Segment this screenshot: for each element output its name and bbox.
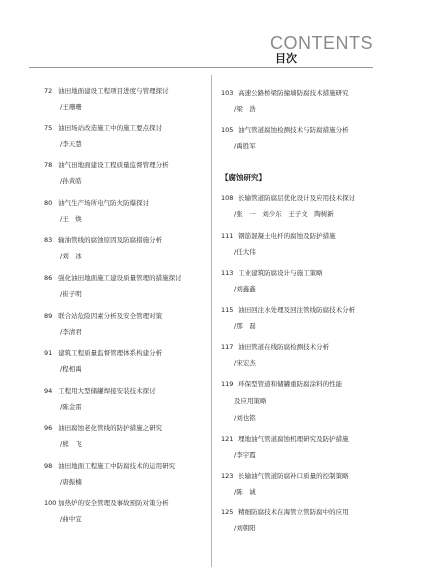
article-title: 油田腐蚀老化管线的防护措施之研究 (58, 424, 163, 432)
page-number: 96 (44, 424, 53, 432)
article-title: 油田地面工程施工中防腐技术的运用研究 (58, 462, 176, 470)
page-number: 89 (44, 312, 53, 320)
page-number: 108 (221, 194, 234, 202)
toc-entry[interactable] (44, 122, 208, 148)
article-authors: /那 磊 (234, 322, 256, 330)
mulu-heading: 目次 (275, 52, 297, 65)
article-authors: /李清君 (60, 328, 82, 336)
article-title: 高速公路桥梁防撞墙防腐技术措施研究 (238, 89, 349, 97)
page-number: 125 (221, 508, 234, 516)
article-authors: /曲中宜 (60, 515, 82, 523)
article-title: 油田场站改造施工中的施工要点探讨 (58, 124, 163, 132)
article-authors: /唐振楠 (60, 478, 82, 486)
article-authors: /刘也铭 (234, 414, 256, 422)
article-title: 油气田地面建设工程质量监督管理分析 (58, 161, 169, 169)
article-authors: /宋宏杰 (234, 359, 256, 367)
article-title: 精细防腐技术在海管立管防腐中的应用 (238, 508, 349, 516)
article-title: 油气管道腐蚀检测技术与防腐措施分析 (238, 126, 349, 134)
toc-entry[interactable] (221, 87, 406, 113)
article-authors: /王 焕 (60, 215, 82, 223)
article-authors: /李天慧 (60, 140, 82, 148)
toc-entry[interactable] (44, 385, 208, 411)
column-divider (211, 75, 212, 567)
page-number: 123 (221, 472, 234, 480)
article-authors: /刘朝阳 (234, 524, 256, 532)
page-number: 98 (44, 462, 53, 470)
toc-entry[interactable] (221, 506, 406, 532)
page-number: 121 (221, 435, 234, 443)
article-title: 钢筋混凝土电杆的腐蚀及防护措施 (238, 232, 336, 240)
article-authors: /王珊珊 (60, 103, 82, 111)
article-title: 埋地油气管道腐蚀机理研究及防护措施 (238, 435, 349, 443)
toc-entry[interactable] (221, 124, 406, 150)
page-number: 80 (44, 199, 53, 207)
article-title: 建筑工程质量监督管理体系构建分析 (58, 349, 163, 357)
article-title-continuation: 及应用策略 (234, 397, 267, 405)
toc-entry[interactable] (221, 267, 406, 293)
page-number: 113 (221, 269, 234, 277)
article-title: 输油管线的腐蚀原因及防腐措施分析 (58, 236, 163, 244)
article-title: 长输管道防腐层优化设计及应用技术探讨 (238, 194, 356, 202)
page-number: 115 (221, 306, 234, 314)
page-number: 100 (44, 499, 57, 507)
article-authors: /禹胜军 (234, 142, 256, 150)
contents-heading: CONTENTS (270, 33, 373, 53)
article-authors: /刘鑫鑫 (234, 285, 256, 293)
toc-entry[interactable] (44, 85, 208, 111)
article-authors: /刘 冰 (60, 252, 82, 260)
toc-entry[interactable] (221, 341, 406, 367)
article-title: 长输油气管道防腐补口质量的控制策略 (238, 472, 349, 480)
toc-entry[interactable] (44, 347, 208, 373)
toc-entry[interactable] (44, 422, 208, 448)
article-authors: /程相禹 (60, 365, 82, 373)
article-authors: /陈金雷 (60, 403, 82, 411)
article-title: 油气生产场所电气防火防爆探讨 (58, 199, 150, 207)
article-title: 工程用大型储罐焊接安装技术探讨 (58, 387, 156, 395)
toc-entry[interactable] (44, 497, 208, 523)
article-title: 强化油田地面施工建设质量管理的措施探讨 (58, 274, 182, 282)
section-heading-corrosion-research: 【腐蚀研究】 (221, 173, 266, 182)
page-number: 86 (44, 274, 53, 282)
toc-entry[interactable] (44, 197, 208, 223)
page-number: 83 (44, 236, 53, 244)
article-authors: /熊 飞 (60, 440, 82, 448)
toc-entry[interactable] (221, 378, 406, 422)
page-number: 75 (44, 124, 53, 132)
toc-entry[interactable] (221, 470, 406, 496)
toc-entry[interactable] (221, 304, 406, 330)
page-number: 119 (221, 380, 234, 388)
article-title: 加热炉的安全管理及事故预防对策分析 (58, 499, 169, 507)
page-number: 117 (221, 343, 234, 351)
article-title: 油田回注水处理及回注管线防腐技术分析 (238, 306, 356, 314)
toc-entry[interactable] (44, 234, 208, 260)
page-number: 105 (221, 126, 234, 134)
toc-entry[interactable] (221, 230, 406, 256)
article-title: 工业建筑防腐设计与施工策略 (238, 269, 323, 277)
article-authors: /梁 浩 (234, 105, 256, 113)
header-rule (29, 67, 373, 68)
toc-entry[interactable] (44, 159, 208, 185)
toc-entry[interactable] (44, 310, 208, 336)
page-number: 111 (221, 232, 234, 240)
article-title: 环保型管道和储罐重防腐涂料的性能 (238, 380, 343, 388)
article-title: 油田管道在线防腐检测技术分析 (238, 343, 330, 351)
article-authors: /陈 诚 (234, 488, 256, 496)
toc-entry[interactable] (44, 272, 208, 298)
header (0, 0, 427, 72)
article-authors: /任大伟 (234, 248, 256, 256)
toc-entry[interactable] (44, 460, 208, 486)
article-authors: /崔子明 (60, 290, 82, 298)
article-authors: /张 一 刘少东 王子文 陶树新 (234, 210, 334, 218)
toc-entry[interactable] (221, 433, 406, 459)
page-number: 103 (221, 89, 234, 97)
toc-entry[interactable] (221, 192, 406, 218)
article-title: 联合站危险因素分析及安全管理对策 (58, 312, 163, 320)
page-number: 94 (44, 387, 53, 395)
page-number: 78 (44, 161, 53, 169)
article-authors: /孙黄皓 (60, 177, 82, 185)
article-title: 油田地面建设工程项目进度与管理探讨 (58, 87, 169, 95)
article-authors: /李宇霞 (234, 451, 256, 459)
page-number: 72 (44, 87, 53, 95)
page-number: 91 (44, 349, 53, 357)
